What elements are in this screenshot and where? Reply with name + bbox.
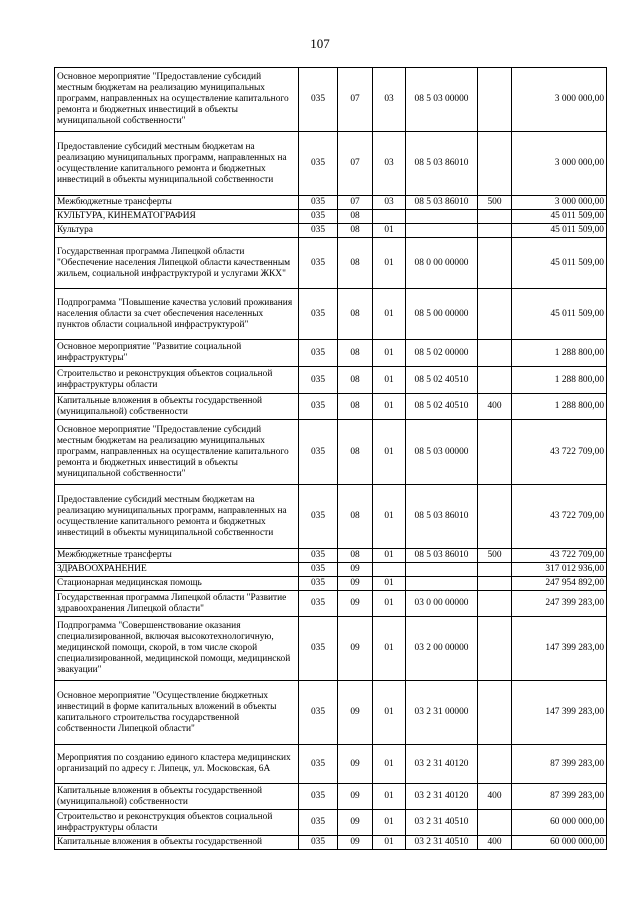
section-code-cell: 09 — [338, 681, 373, 745]
expense-type-cell — [478, 340, 512, 367]
table-row — [55, 563, 607, 577]
target-article-cell: 08 5 03 00000 — [406, 68, 478, 132]
ministry-code-cell: 035 — [299, 836, 338, 850]
amount-cell: 147 399 283,00 — [512, 617, 607, 681]
page-number: 107 — [310, 36, 330, 51]
target-article-cell: 03 2 31 40510 — [406, 836, 478, 850]
target-article-cell: 03 2 00 00000 — [406, 617, 478, 681]
subsection-code-cell: 01 — [373, 577, 406, 591]
amount-cell: 43 722 709,00 — [512, 549, 607, 563]
row-name-cell: Предоставление субсидий местным бюджетам на реализацию муниципальных программ, направленных на осуществление капитального ремонта и бюджетных инвестиций в объекты муниципальной собственности — [55, 132, 299, 196]
ministry-code-cell: 035 — [299, 68, 338, 132]
section-code-cell: 08 — [338, 485, 373, 549]
section-code-cell: 08 — [338, 289, 373, 340]
subsection-code-cell: 01 — [373, 591, 406, 617]
ministry-code-cell: 035 — [299, 289, 338, 340]
expense-type-cell — [478, 367, 512, 394]
subsection-code-cell: 01 — [373, 420, 406, 485]
table-row — [55, 485, 607, 549]
target-article-cell: 03 0 00 00000 — [406, 591, 478, 617]
table-row — [55, 681, 607, 745]
section-code-cell: 07 — [338, 132, 373, 196]
ministry-code-cell: 035 — [299, 420, 338, 485]
expense-type-cell: 500 — [478, 196, 512, 210]
table-row — [55, 340, 607, 367]
amount-cell: 87 399 283,00 — [512, 745, 607, 784]
row-name-cell: Межбюджетные трансферты — [55, 196, 299, 210]
ministry-code-cell: 035 — [299, 810, 338, 836]
row-name-cell: Основное мероприятие "Предоставление субсидий местным бюджетам на реализацию муниципальных программ, направленных на осуществление капитального ремонта и бюджетных инвестиций в объекты муниципальной собственности" — [55, 68, 299, 132]
expense-type-cell — [478, 745, 512, 784]
target-article-cell: 08 5 02 40510 — [406, 367, 478, 394]
subsection-code-cell: 01 — [373, 784, 406, 810]
table-row — [55, 836, 607, 850]
row-name-cell: Стационарная медицинская помощь — [55, 577, 299, 591]
ministry-code-cell: 035 — [299, 617, 338, 681]
ministry-code-cell: 035 — [299, 485, 338, 549]
ministry-code-cell: 035 — [299, 745, 338, 784]
row-name-cell: Межбюджетные трансферты — [55, 549, 299, 563]
amount-cell: 43 722 709,00 — [512, 420, 607, 485]
amount-cell: 1 288 800,00 — [512, 367, 607, 394]
subsection-code-cell — [373, 210, 406, 224]
subsection-code-cell: 01 — [373, 549, 406, 563]
table-row — [55, 420, 607, 485]
amount-cell: 3 000 000,00 — [512, 196, 607, 210]
table-row — [55, 745, 607, 784]
row-name-cell: Предоставление субсидий местным бюджетам на реализацию муниципальных программ, направленных на осуществление капитального ремонта и бюджетных инвестиций в объекты муниципальной собственности — [55, 485, 299, 549]
row-name-cell: Государственная программа Липецкой области "Развитие здравоохранения Липецкой области" — [55, 591, 299, 617]
expense-type-cell — [478, 681, 512, 745]
row-name-cell: Капитальные вложения в объекты государственной (муниципальной) собственности — [55, 394, 299, 420]
section-code-cell: 08 — [338, 549, 373, 563]
amount-cell: 45 011 509,00 — [512, 289, 607, 340]
table-row — [55, 810, 607, 836]
amount-cell: 247 954 892,00 — [512, 577, 607, 591]
table-row — [55, 238, 607, 289]
section-code-cell: 07 — [338, 196, 373, 210]
ministry-code-cell: 035 — [299, 563, 338, 577]
subsection-code-cell: 01 — [373, 224, 406, 238]
amount-cell: 45 011 509,00 — [512, 238, 607, 289]
ministry-code-cell: 035 — [299, 394, 338, 420]
subsection-code-cell: 01 — [373, 745, 406, 784]
amount-cell: 147 399 283,00 — [512, 681, 607, 745]
table-row — [55, 68, 607, 132]
target-article-cell: 08 5 03 86010 — [406, 485, 478, 549]
target-article-cell: 03 2 31 40120 — [406, 745, 478, 784]
expense-type-cell — [478, 68, 512, 132]
section-code-cell: 09 — [338, 591, 373, 617]
ministry-code-cell: 035 — [299, 196, 338, 210]
target-article-cell — [406, 210, 478, 224]
amount-cell: 45 011 509,00 — [512, 224, 607, 238]
ministry-code-cell: 035 — [299, 210, 338, 224]
amount-cell: 60 000 000,00 — [512, 810, 607, 836]
expense-type-cell — [478, 132, 512, 196]
table-row — [55, 132, 607, 196]
subsection-code-cell: 03 — [373, 132, 406, 196]
row-name-cell: Капитальные вложения в объекты государственной (муниципальной) собственности — [55, 784, 299, 810]
amount-cell: 317 012 936,00 — [512, 563, 607, 577]
expense-type-cell — [478, 617, 512, 681]
ministry-code-cell: 035 — [299, 340, 338, 367]
table-body — [55, 68, 607, 850]
row-name-cell: Строительство и реконструкция объектов социальной инфраструктуры области — [55, 810, 299, 836]
section-code-cell: 08 — [338, 224, 373, 238]
ministry-code-cell: 035 — [299, 784, 338, 810]
amount-cell: 45 011 509,00 — [512, 210, 607, 224]
amount-cell: 247 399 283,00 — [512, 591, 607, 617]
subsection-code-cell: 01 — [373, 394, 406, 420]
section-code-cell: 08 — [338, 420, 373, 485]
row-name-cell: Культура — [55, 224, 299, 238]
table-row — [55, 224, 607, 238]
expense-type-cell — [478, 210, 512, 224]
ministry-code-cell: 035 — [299, 238, 338, 289]
subsection-code-cell: 01 — [373, 810, 406, 836]
amount-cell: 1 288 800,00 — [512, 394, 607, 420]
row-name-cell: Государственная программа Липецкой области "Обеспечение населения Липецкой области качественным жильем, социальной инфраструктурой и услугами ЖКХ" — [55, 238, 299, 289]
ministry-code-cell: 035 — [299, 577, 338, 591]
row-name-cell: Подпрограмма "Повышение качества условий проживания населения области за счет обеспечения населенных пунктов области социальной инфраструктурой" — [55, 289, 299, 340]
target-article-cell — [406, 224, 478, 238]
expense-type-cell: 400 — [478, 784, 512, 810]
expense-type-cell — [478, 238, 512, 289]
section-code-cell: 08 — [338, 340, 373, 367]
target-article-cell: 03 2 31 00000 — [406, 681, 478, 745]
subsection-code-cell: 01 — [373, 617, 406, 681]
table-row — [55, 784, 607, 810]
amount-cell: 87 399 283,00 — [512, 784, 607, 810]
target-article-cell — [406, 563, 478, 577]
expense-type-cell — [478, 485, 512, 549]
table-row — [55, 549, 607, 563]
amount-cell: 3 000 000,00 — [512, 68, 607, 132]
target-article-cell: 03 2 31 40120 — [406, 784, 478, 810]
target-article-cell: 08 5 03 00000 — [406, 420, 478, 485]
subsection-code-cell: 01 — [373, 340, 406, 367]
ministry-code-cell: 035 — [299, 224, 338, 238]
target-article-cell — [406, 577, 478, 591]
target-article-cell: 08 5 03 86010 — [406, 549, 478, 563]
subsection-code-cell: 01 — [373, 289, 406, 340]
subsection-code-cell: 01 — [373, 681, 406, 745]
amount-cell: 3 000 000,00 — [512, 132, 607, 196]
section-code-cell: 08 — [338, 367, 373, 394]
row-name-cell: Строительство и реконструкция объектов социальной инфраструктуры области — [55, 367, 299, 394]
section-code-cell: 08 — [338, 238, 373, 289]
expense-type-cell — [478, 810, 512, 836]
table-row — [55, 210, 607, 224]
table-row — [55, 591, 607, 617]
subsection-code-cell: 03 — [373, 196, 406, 210]
section-code-cell: 09 — [338, 784, 373, 810]
expense-type-cell: 400 — [478, 836, 512, 850]
target-article-cell: 08 5 03 86010 — [406, 132, 478, 196]
target-article-cell: 08 5 00 00000 — [406, 289, 478, 340]
expense-type-cell — [478, 577, 512, 591]
subsection-code-cell: 01 — [373, 485, 406, 549]
ministry-code-cell: 035 — [299, 367, 338, 394]
expense-type-cell — [478, 289, 512, 340]
row-name-cell: Основное мероприятие "Осуществление бюджетных инвестиций в форме капитальных вложений в объекты капитального строительства государственной собственности Липецкой области" — [55, 681, 299, 745]
subsection-code-cell: 03 — [373, 68, 406, 132]
ministry-code-cell: 035 — [299, 549, 338, 563]
subsection-code-cell: 01 — [373, 238, 406, 289]
table-row — [55, 196, 607, 210]
target-article-cell: 08 5 02 40510 — [406, 394, 478, 420]
subsection-code-cell: 01 — [373, 367, 406, 394]
amount-cell: 1 288 800,00 — [512, 340, 607, 367]
amount-cell: 60 000 000,00 — [512, 836, 607, 850]
expense-type-cell: 500 — [478, 549, 512, 563]
table-row — [55, 289, 607, 340]
ministry-code-cell: 035 — [299, 591, 338, 617]
target-article-cell: 03 2 31 40510 — [406, 810, 478, 836]
table-row — [55, 394, 607, 420]
ministry-code-cell: 035 — [299, 132, 338, 196]
row-name-cell: Основное мероприятие "Развитие социальной инфраструктуры" — [55, 340, 299, 367]
row-name-cell: Капитальные вложения в объекты государственной — [55, 836, 299, 850]
expense-type-cell — [478, 563, 512, 577]
row-name-cell: Мероприятия по созданию единого кластера медицинских организаций по адресу г. Липецк, ул. Московская, 6А — [55, 745, 299, 784]
row-name-cell: Подпрограмма "Совершенствование оказания специализированной, включая высокотехнологичную, медицинской помощи, скорой, в том числе скорой специализированной, медицинской помощи, медицинской эвакуации" — [55, 617, 299, 681]
table-row — [55, 367, 607, 394]
ministry-code-cell: 035 — [299, 681, 338, 745]
section-code-cell: 07 — [338, 68, 373, 132]
expense-type-cell: 400 — [478, 394, 512, 420]
table-row — [55, 617, 607, 681]
budget-table — [54, 67, 607, 850]
section-code-cell: 09 — [338, 577, 373, 591]
subsection-code-cell: 01 — [373, 836, 406, 850]
expense-type-cell — [478, 224, 512, 238]
section-code-cell: 09 — [338, 836, 373, 850]
target-article-cell: 08 5 03 86010 — [406, 196, 478, 210]
row-name-cell: КУЛЬТУРА, КИНЕМАТОГРАФИЯ — [55, 210, 299, 224]
table-row — [55, 577, 607, 591]
row-name-cell: Основное мероприятие "Предоставление субсидий местным бюджетам на реализацию муниципальных программ, направленных на осуществление капитального ремонта и бюджетных инвестиций в объекты муниципальной собственности" — [55, 420, 299, 485]
expense-type-cell — [478, 591, 512, 617]
amount-cell: 43 722 709,00 — [512, 485, 607, 549]
expense-type-cell — [478, 420, 512, 485]
target-article-cell: 08 5 02 00000 — [406, 340, 478, 367]
section-code-cell: 09 — [338, 745, 373, 784]
section-code-cell: 08 — [338, 394, 373, 420]
section-code-cell: 09 — [338, 810, 373, 836]
section-code-cell: 09 — [338, 563, 373, 577]
subsection-code-cell — [373, 563, 406, 577]
row-name-cell: ЗДРАВООХРАНЕНИЕ — [55, 563, 299, 577]
target-article-cell: 08 0 00 00000 — [406, 238, 478, 289]
section-code-cell: 08 — [338, 210, 373, 224]
section-code-cell: 09 — [338, 617, 373, 681]
